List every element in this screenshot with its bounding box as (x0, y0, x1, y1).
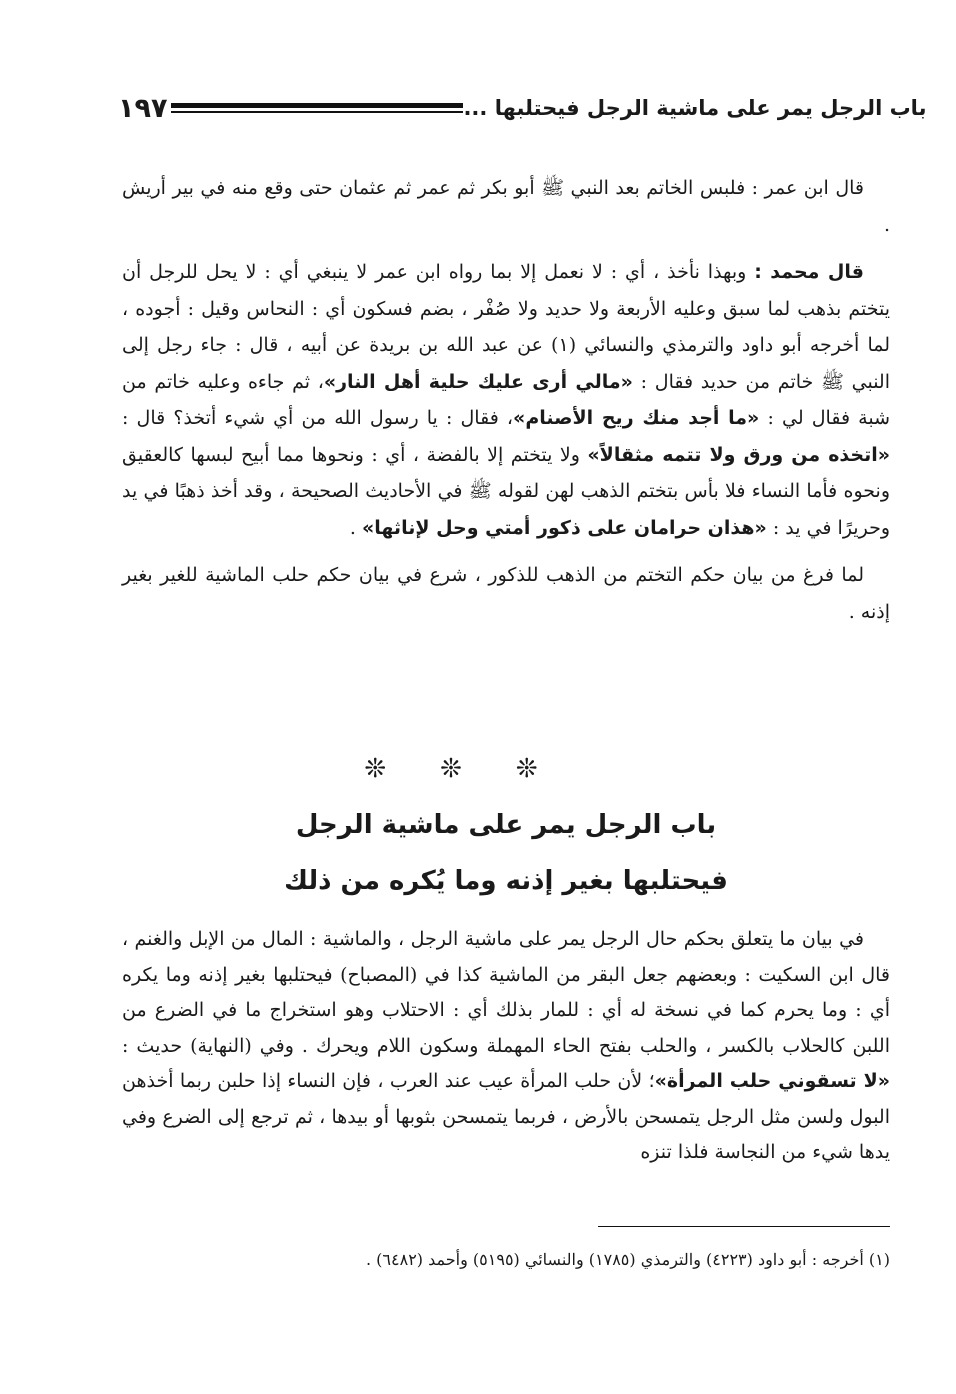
paragraph: قال محمد : وبهذا نأخذ ، أي : لا نعمل إلا بما رواه ابن عمر لا ينبغي أي : لا يحل للرجل أن يتختم بذهب لما سبق وعليه الأربعة ولا حديد ولا صُفْر ، بضم فسكون أي : النحاس وقيل : أجوده ، لما أخرجه أبو داود والترمذي والنسائي (١) عن عبد الله بن بريدة عن أبيه ، قال : جاء رجل إلى النبي ﷺ خاتم من حديد فقال : «مالي أرى عليك حلية أهل النار»، ثم جاءه وعليه خاتم من شبة فقال لي : «ما أجد منك ريح الأصنام»، فقال : يا رسول الله من أي شيء أتخذ؟ قال : «اتخذه من ورق ولا تتمه مثقالاً» ولا يتختم إلا بالفضة ، أي : ونحوها مما أبيح لبسها كالعقيق ونحوه فأما النساء فلا بأس بتختم الذهب لهن لقوله ﷺ في الأحاديث الصحيحة ، وقد أخذ ذهبًا في يد وحريرًا في يد : «هذان حرامان على ذكور أمتي وحل لإناثها» . (122, 261, 891, 539)
running-header (118, 88, 927, 128)
header-rule (171, 103, 463, 113)
footnote-rule (598, 1226, 890, 1227)
paragraph: لما فرغ من بيان حكم التختم من الذهب للذكور ، شرع في بيان حكم حلب الماشية للغير بغير إذنه . (122, 564, 890, 623)
paragraph: قال ابن عمر : فلبس الخاتم بعد النبي ﷺ أبو بكر ثم عمر ثم عثمان حتى وقع منه في بير أريش . (122, 177, 890, 236)
hadith-quote: «لا تسقوني حلب المرأة» (654, 1070, 891, 1092)
hadith-quote: «مالي أرى عليك حلية أهل النار» (323, 370, 633, 393)
speaker-label: قال محمد : (754, 261, 864, 283)
hadith-quote: «ما أجد منك ريح الأصنام» (513, 407, 760, 429)
section-separator: ❊❊❊ (364, 754, 592, 784)
main-text-top (122, 170, 890, 630)
running-title: باب الرجل يمر على ماشية الرجل فيحتلبها ... (463, 96, 927, 120)
chapter-title-line-2: فيحتلبها بغير إذنه وما يُكره من ذلك (284, 866, 728, 896)
paragraph: في بيان ما يتعلق بحكم حال الرجل يمر على ماشية الرجل ، والماشية : المال من الإبل والغنم ، قال ابن السكيت : وبعضهم جعل البقر من الماشية كذا في (المصباح) فيحتلبها بغير إذنه وما يكره أي : وما يحرم كما في نسخة له أي : للمار بذلك أي : الاحتلاب وهو استخراج ما في الضرع من اللبن كالحلاب بالكسر ، والحلب بفتح الحاء المهملة وسكون اللام ويحرك . وفي (النهاية) حديث : «لا تسقوني حلب المرأة»؛ لأن حلب المرأة عيب عند العرب ، فإن النساء إذا حلبن ربما أخذهن البول ولسن مثل الرجل يتمسحن بالأرض ، فربما يتمسحن بثوبها أو بيدها ، ثم ترجع إلى الضرع وفي يدها شيء من النجاسة فلذا تنزه (122, 928, 891, 1163)
hadith-quote: «هذان حرامان على ذكور أمتي وحل لإناثها» (361, 516, 767, 539)
main-text-bottom (122, 922, 890, 1171)
footnote: (١) أخرجه : أبو داود (٤٢٢٣) والترمذي (١٧٨٥) والنسائي (٥١٩٥) وأحمد (٦٤٨٢) . (366, 1250, 890, 1269)
hadith-quote: «اتخذه من ورق ولا تتمه مثقالاً» (587, 443, 891, 466)
chapter-title-line-1: باب الرجل يمر على ماشية الرجل (295, 810, 717, 840)
page-number: ١٩٧ (118, 92, 168, 124)
